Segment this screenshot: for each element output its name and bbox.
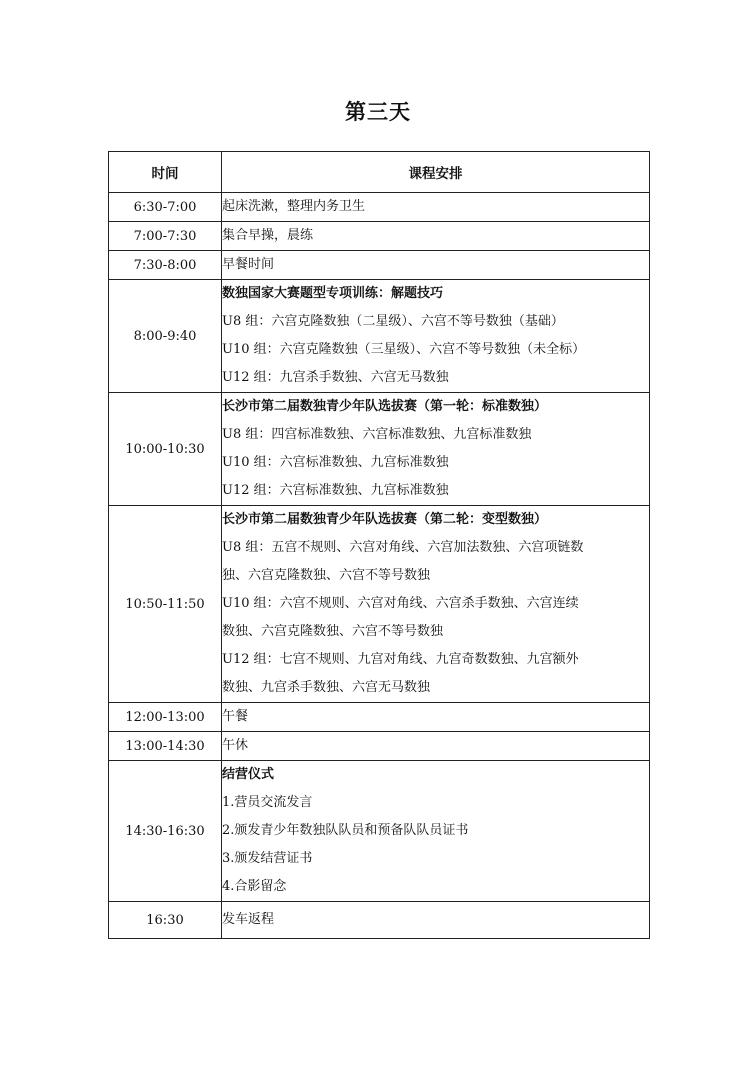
content-line: U8 组：四宫标准数独、六宫标准数独、九宫标准数独 <box>222 427 532 442</box>
table-row <box>109 222 650 251</box>
section-heading: 结营仪式 <box>222 767 275 782</box>
table-row <box>109 902 650 939</box>
page-title: 第三天 <box>345 99 411 124</box>
content-line: 集合早操，晨练 <box>222 228 314 243</box>
table-row <box>109 393 650 506</box>
table-row <box>109 506 650 703</box>
row-time: 16:30 <box>109 902 222 939</box>
content-line: U8 组：六宫克隆数独（二星级）、六宫不等号数独（基础） <box>222 314 564 329</box>
content-line: 起床洗漱，整理内务卫生 <box>222 199 366 214</box>
header-content: 课程安排 <box>222 152 650 193</box>
content-line: 数独、九宫杀手数独、六宫无马数独 <box>222 680 431 695</box>
content-line: U12 组：六宫标准数独、九宫标准数独 <box>222 483 449 498</box>
row-content <box>222 393 650 506</box>
content-line: U8 组：五宫不规则、六宫对角线、六宫加法数独、六宫项链数 <box>222 540 584 555</box>
content-line: 发车返程 <box>222 912 275 927</box>
header-time: 时间 <box>109 152 222 193</box>
schedule-table <box>108 151 650 939</box>
content-line: 独、六宫克隆数独、六宫不等号数独 <box>222 568 431 583</box>
row-content <box>222 506 650 703</box>
table-row <box>109 732 650 761</box>
section-heading: 长沙市第二届数独青少年队选拔赛（第一轮：标准数独） <box>222 399 548 414</box>
row-time: 10:50-11:50 <box>109 506 222 703</box>
section-heading: 长沙市第二届数独青少年队选拔赛（第二轮：变型数独） <box>222 512 548 527</box>
row-time: 7:00-7:30 <box>109 222 222 251</box>
row-time: 6:30-7:00 <box>109 193 222 222</box>
content-line: U10 组：六宫克隆数独（三星级）、六宫不等号数独（未全标） <box>222 342 586 357</box>
row-content <box>222 251 650 280</box>
row-content <box>222 703 650 732</box>
row-content <box>222 902 650 939</box>
content-line: 早餐时间 <box>222 257 275 272</box>
table-row <box>109 251 650 280</box>
row-content <box>222 222 650 251</box>
row-time: 7:30-8:00 <box>109 251 222 280</box>
row-content <box>222 761 650 902</box>
table-row <box>109 761 650 902</box>
content-line: 4.合影留念 <box>222 879 287 894</box>
content-line: 午餐 <box>222 709 249 724</box>
table-header-row <box>109 152 650 193</box>
row-time: 8:00-9:40 <box>109 280 222 393</box>
content-line: 1.营员交流发言 <box>222 795 313 810</box>
row-time: 10:00-10:30 <box>109 393 222 506</box>
table-row <box>109 193 650 222</box>
row-content <box>222 732 650 761</box>
content-line: U10 组：六宫不规则、六宫对角线、六宫杀手数独、六宫连续 <box>222 596 579 611</box>
content-line: 数独、六宫克隆数独、六宫不等号数独 <box>222 624 444 639</box>
row-time: 14:30-16:30 <box>109 761 222 902</box>
content-line: 3.颁发结营证书 <box>222 851 313 866</box>
row-content <box>222 193 650 222</box>
content-line: 午休 <box>222 738 249 753</box>
content-line: U10 组：六宫标准数独、九宫标准数独 <box>222 455 449 470</box>
table-row <box>109 280 650 393</box>
table-row <box>109 703 650 732</box>
row-time: 12:00-13:00 <box>109 703 222 732</box>
content-line: U12 组：七宫不规则、九宫对角线、九宫奇数数独、九宫额外 <box>222 652 579 667</box>
row-time: 13:00-14:30 <box>109 732 222 761</box>
content-line: 2.颁发青少年数独队队员和预备队队员证书 <box>222 823 469 838</box>
section-heading: 数独国家大赛题型专项训练：解题技巧 <box>222 286 444 301</box>
content-line: U12 组：九宫杀手数独、六宫无马数独 <box>222 370 449 385</box>
row-content <box>222 280 650 393</box>
